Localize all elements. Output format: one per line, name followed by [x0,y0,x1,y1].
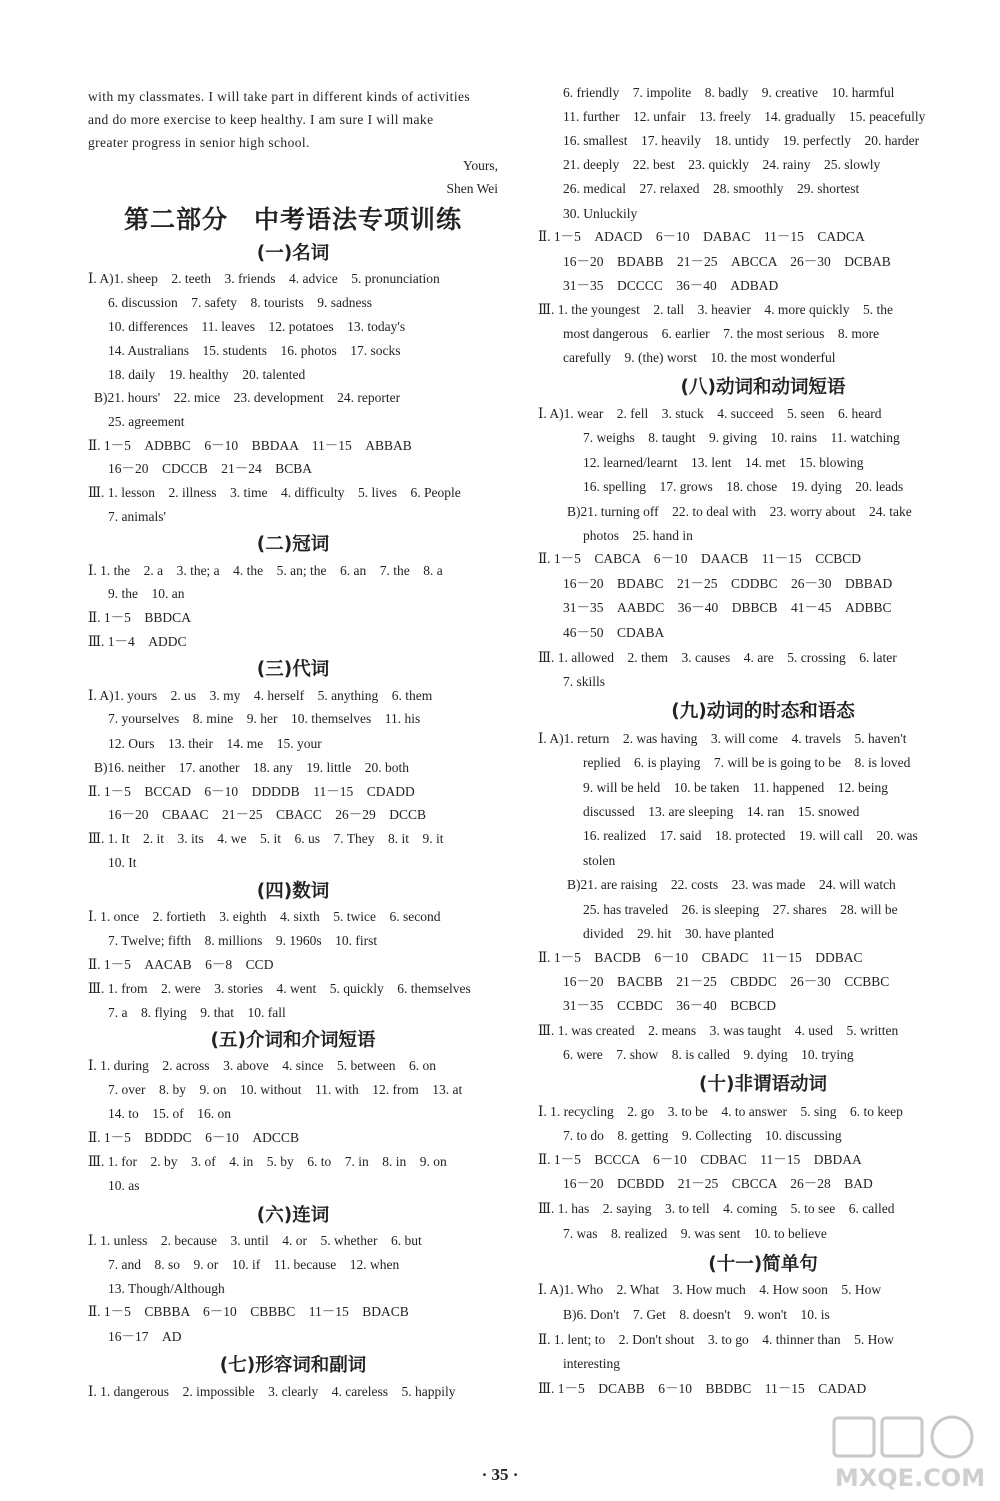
answer-line: 7. a 8. flying 9. that 10. fall [108,1005,286,1020]
answer-line: interesting [563,1356,620,1371]
page-number: · 35 · [481,1465,519,1484]
answer-line: Ⅰ. A)1. sheep 2. teeth 3. friends 4. advice 5. pronunciation [88,271,440,286]
answer-line: Ⅰ. 1. recycling 2. go 3. to be 4. to answer 5. sing 6. to keep [538,1104,903,1119]
answer-line: Ⅰ. A)1. Who 2. What 3. How much 4. How soon 5. How [538,1282,882,1297]
letter-signoff: Yours, [462,158,498,173]
answer-line: B)21. hours' 22. mice 23. development 24. reporter [94,390,401,405]
answer-line: 25. agreement [108,414,185,429]
answer-line: 16. smallest 17. heavily 18. untidy 19. perfectly 20. harder [563,133,920,148]
answer-line: 7. skills [563,674,606,689]
answer-line: 26. medical 27. relaxed 28. smoothly 29. shortest [563,181,860,196]
answer-line: 16. realized 17. said 18. protected 19. will call 20. was [583,828,918,843]
answer-line: Ⅲ. 1. allowed 2. them 3. causes 4. are 5. crossing 6. later [538,650,897,665]
answer-line: Ⅲ. 1. from 2. were 3. stories 4. went 5. quickly 6. themselves [88,981,471,996]
answer-line: Ⅱ. 1－5 ADACD 6－10 DABAC 11－15 CADCA [538,229,865,244]
answer-line: 16－20 DCBDD 21－25 CBCCA 26－28 BAD [563,1176,873,1191]
answer-line: 6. discussion 7. safety 8. tourists 9. sadness [108,295,372,310]
answer-line: 9. will be held 10. be taken 11. happened 12. being [583,780,889,795]
answer-line: 16－17 AD [108,1329,182,1344]
answer-line: Ⅱ. 1－5 AACAB 6－8 CCD [88,957,274,972]
answer-line: Ⅰ. 1. dangerous 2. impossible 3. clearly 4. careless 5. happily [88,1384,456,1399]
section-title: (八)动词和动词短语 [680,377,846,398]
answer-line: 14. Australians 15. students 16. photos 17. socks [108,343,401,358]
section-title: (十)非谓语动词 [699,1074,827,1095]
answer-line: Ⅰ. 1. once 2. fortieth 3. eighth 4. sixth 5. twice 6. second [88,909,441,924]
answer-line: B)21. are raising 22. costs 23. was made 24. will watch [567,877,896,892]
answer-line: 6. were 7. show 8. is called 9. dying 10. trying [563,1047,854,1062]
answer-line: Ⅰ. A)1. return 2. was having 3. will come 4. travels 5. haven't [538,731,907,746]
section-title: (四)数词 [256,881,330,902]
answer-line: Ⅱ. 1－5 BCCCA 6－10 CDBAC 11－15 DBDAA [538,1152,862,1167]
answer-line: 7. over 8. by 9. on 10. without 11. with 12. from 13. at [108,1082,463,1097]
answer-line: replied 6. is playing 7. will be is going to be 8. is loved [583,755,911,770]
answer-line: Ⅲ. 1－4 ADDC [88,634,187,649]
letter-line: with my classmates. I will take part in different kinds of activities [88,89,471,104]
answer-line: Ⅲ. 1. was created 2. means 3. was taught 4. used 5. written [538,1023,899,1038]
answer-line: most dangerous 6. earlier 7. the most serious 8. more [563,326,880,341]
section-title: (二)冠词 [256,534,330,555]
letter-line: and do more exercise to keep healthy. I am sure I will make [88,112,434,127]
answer-line: Ⅲ. 1. has 2. saying 3. to tell 4. coming 5. to see 6. called [538,1201,895,1216]
answer-line: Ⅱ. 1－5 CABCA 6－10 DAACB 11－15 CCBCD [538,551,861,566]
section-title: (六)连词 [256,1205,330,1226]
watermark-text: MXQE.COM [834,1464,986,1492]
answer-line: Ⅲ. 1. It 2. it 3. its 4. we 5. it 6. us 7. They 8. it 9. it [88,831,444,846]
answer-line: 18. daily 19. healthy 20. talented [108,367,306,382]
answer-line: 16－20 CDCCB 21－24 BCBA [108,461,313,476]
answer-line: 7. weighs 8. taught 9. giving 10. rains 11. watching [583,430,900,445]
answer-line: Ⅱ. 1－5 BDDDC 6－10 ADCCB [88,1130,299,1145]
answer-line: 7. yourselves 8. mine 9. her 10. themselves 11. his [108,711,421,726]
part-title: 第二部分 中考语法专项训练 [123,205,462,234]
answer-line: 7. to do 8. getting 9. Collecting 10. discussing [563,1128,842,1143]
answer-line: Ⅱ. 1－5 BBDCA [88,610,191,625]
answer-line: discussed 13. are sleeping 14. ran 15. snowed [583,804,860,819]
letter-line: greater progress in senior high school. [88,135,310,150]
watermark-logo [830,1412,990,1494]
answer-line: 16－20 BDABC 21－25 CDDBC 26－30 DBBAD [563,576,893,591]
answer-line: 31－35 DCCCC 36－40 ADBAD [563,278,779,293]
answer-line: 7. and 8. so 9. or 10. if 11. because 12. when [108,1257,400,1272]
answer-line: 13. Though/Although [108,1281,225,1296]
answer-line: Ⅰ. A)1. wear 2. fell 3. stuck 4. succeed 5. seen 6. heard [538,406,882,421]
section-title: (七)形容词和副词 [219,1355,367,1376]
answer-line: 11. further 12. unfair 13. freely 14. gradually 15. peacefully [563,109,926,124]
answer-line: Ⅰ. 1. during 2. across 3. above 4. since 5. between 6. on [88,1058,437,1073]
answer-line: 6. friendly 7. impolite 8. badly 9. creative 10. harmful [563,85,895,100]
answer-line: 9. the 10. an [108,586,185,601]
answer-line: 16－20 BACBB 21－25 CBDDC 26－30 CCBBC [563,974,890,989]
answer-line: Ⅱ. 1－5 CBBBA 6－10 CBBBC 11－15 BDACB [88,1304,409,1319]
answer-line: 7. animals' [108,509,166,524]
answer-line: 12. Ours 13. their 14. me 15. your [108,736,322,751]
answer-line: 30. Unluckily [563,206,638,221]
answer-line: Ⅱ. 1－5 BCCAD 6－10 DDDDB 11－15 CDADD [88,784,415,799]
answer-line: divided 29. hit 30. have planted [583,926,774,941]
answer-line: 16. spelling 17. grows 18. chose 19. dying 20. leads [583,479,904,494]
answer-line: Ⅰ. A)1. yours 2. us 3. my 4. herself 5. anything 6. them [88,688,433,703]
answer-line: Ⅱ. 1－5 BACDB 6－10 CBADC 11－15 DDBAC [538,950,863,965]
answer-line: photos 25. hand in [583,528,693,543]
answer-line: 16－20 CBAAC 21－25 CBACC 26－29 DCCB [108,807,427,822]
answer-line: 12. learned/learnt 13. lent 14. met 15. blowing [583,455,864,470]
answer-line: Ⅱ. 1. lent; to 2. Don't shout 3. to go 4. thinner than 5. How [538,1332,894,1347]
answer-line: carefully 9. (the) worst 10. the most wonderful [563,350,836,365]
answer-line: 7. Twelve; fifth 8. millions 9. 1960s 10. first [108,933,378,948]
answer-line: 31－35 CCBDC 36－40 BCBCD [563,998,777,1013]
answer-line: Ⅲ. 1. lesson 2. illness 3. time 4. difficulty 5. lives 6. People [88,485,461,500]
answer-line: 16－20 BDABB 21－25 ABCCA 26－30 DCBAB [563,254,891,269]
answer-line: Ⅲ. 1. the youngest 2. tall 3. heavier 4. more quickly 5. the [538,302,893,317]
section-title: (三)代词 [256,659,330,680]
answer-line: 10. as [108,1178,140,1193]
answer-line: 14. to 15. of 16. on [108,1106,231,1121]
answer-line: Ⅰ. 1. unless 2. because 3. until 4. or 5. whether 6. but [88,1233,422,1248]
letter-signature: Shen Wei [446,181,498,196]
answer-line: Ⅲ. 1. for 2. by 3. of 4. in 5. by 6. to 7. in 8. in 9. on [88,1154,447,1169]
answer-line: Ⅱ. 1－5 ADBBC 6－10 BBDAA 11－15 ABBAB [88,438,412,453]
section-title: (五)介词和介词短语 [210,1030,376,1051]
answer-line: 10. It [108,855,137,870]
answer-line: B)16. neither 17. another 18. any 19. little 20. both [94,760,409,775]
section-title: (一)名词 [256,243,330,264]
answer-line: B)21. turning off 22. to deal with 23. worry about 24. take [567,504,912,519]
answer-line: Ⅰ. 1. the 2. a 3. the; a 4. the 5. an; the 6. an 7. the 8. a [88,563,443,578]
answer-line: B)6. Don't 7. Get 8. doesn't 9. won't 10. is [563,1307,830,1322]
section-title: (十一)简单句 [708,1254,818,1275]
answer-line: 31－35 AABDC 36－40 DBBCB 41－45 ADBBC [563,600,892,615]
answer-line: 25. has traveled 26. is sleeping 27. shares 28. will be [583,902,898,917]
answer-line: 21. deeply 22. best 23. quickly 24. rainy 25. slowly [563,157,881,172]
answer-line: 46－50 CDABA [563,625,665,640]
answer-line: stolen [583,853,616,868]
section-title: (九)动词的时态和语态 [671,701,855,722]
answer-line: 7. was 8. realized 9. was sent 10. to believe [563,1226,827,1241]
answer-line: 10. differences 11. leaves 12. potatoes 13. today's [108,319,406,334]
answer-line: Ⅲ. 1－5 DCABB 6－10 BBDBC 11－15 CADAD [538,1381,867,1396]
